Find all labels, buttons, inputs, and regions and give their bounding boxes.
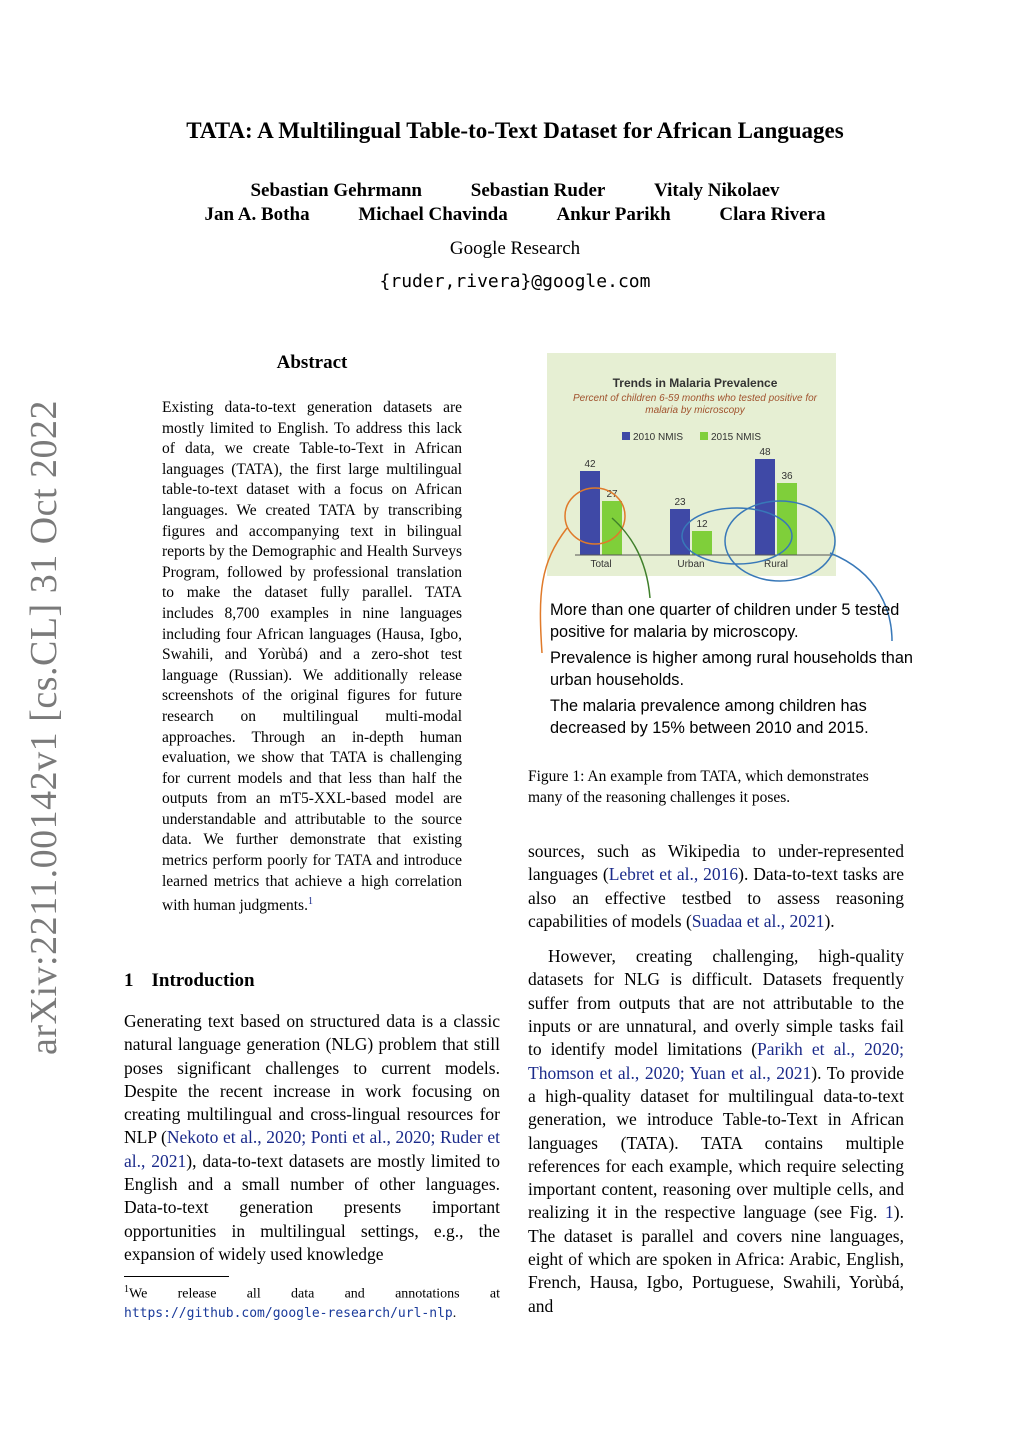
footnote: $^1$We release all data and annotations at https://github.com/google-research/url-nlp. [124, 1284, 500, 1321]
x-tick-label: Total [590, 559, 612, 570]
paper-title: TATA: A Multilingual Table-to-Text Dataset for African Languages [186, 118, 844, 143]
paragraph: However, creating challenging, high-quality datasets for NLG is difficult. Datasets frequently suffer from outputs that are not attributable to the inputs or are unnatural, and overly simple tasks fail to identify model limitations (Parikh et al., 2020; Thomson et al., 2020; Yuan et al., 2021). To provide a high-quality dataset for multilingual data-to-text generation, we introduce Table-to-Text in African languages (TATA). TATA contains multiple references for each example, which require selecting important content, reasoning over multiple cells, and realizing it in the respective language (see Fig. 1). The dataset is parallel and covers nine languages, eight of which are spoken in Africa: Arabic, English, French, Hausa, Igbo, Portuguese, Swahili, Yorùbá, and [528, 946, 905, 1316]
arxiv-identifier: arXiv:2211.00142v1 [cs.CL] 31 Oct 2022 [23, 399, 65, 1055]
legend-swatch-2015 [700, 432, 708, 440]
citation-link[interactable]: Lebret et al., 2016 [608, 864, 739, 885]
claim-text: The malaria prevalence among children has decreased by 15% between 2010 and 2015. [550, 697, 869, 737]
section-heading [124, 970, 255, 992]
chart-title: Trends in Malaria Prevalence [612, 376, 778, 390]
intro-right-column [528, 840, 904, 1330]
citation-link[interactable]: Parikh et al., 2020; Thomson et al., 2020; Yuan et al., 2021 [528, 1039, 905, 1083]
chart-subtitle-box [560, 393, 830, 423]
footnote-marker[interactable]: 1 [307, 896, 313, 908]
abstract-heading: Abstract [276, 352, 348, 373]
legend-label-2015: 2015 NMIS [711, 432, 762, 443]
bar-urban-2015 [692, 531, 712, 555]
bar-value-label: 48 [759, 447, 771, 458]
claim-text: More than one quarter of children under 5 tested positive for malaria by microscopy. [550, 601, 900, 641]
author: Sebastian Ruder [470, 180, 606, 201]
bar-value-label: 42 [584, 459, 596, 470]
authors-row-1 [100, 180, 930, 202]
author-email: {ruder,rivera}@google.com [379, 271, 651, 292]
authors-row-2 [100, 204, 930, 226]
intro-text: Generating text based on structured data is a classic natural language generation (NLG) problem that still poses significant challenges to current models. Despite the recent increase in work focusing on creating multilingual and cross-lingual resources for NLP ( [124, 1011, 500, 1148]
intro-text: ), data-to-text datasets are mostly limited to English and a small number of other languages. Data-to-text generation presents important opportunities in multilingual settings, e.g., the expansion of widely used knowledge [124, 1150, 500, 1264]
repo-link[interactable]: https://github.com/google-research/url-nlp [124, 1305, 453, 1321]
bar-rural-2010 [755, 459, 775, 555]
author: Jan A. Botha [204, 204, 310, 225]
legend-swatch-2010 [622, 432, 630, 440]
footnote-divider [124, 1276, 229, 1277]
section-number: 1 [124, 970, 134, 991]
author: Sebastian Gehrmann [250, 180, 422, 201]
bar-value-label: 27 [606, 489, 618, 500]
chart-subtitle: Percent of children 6-59 months who tested positive for malaria by microscopy [572, 393, 818, 416]
affiliation: Google Research [449, 238, 581, 259]
author: Clara Rivera [719, 204, 826, 225]
x-tick-label: Rural [764, 559, 788, 570]
footnote-number: 1 [124, 1284, 129, 1295]
figure-reference-link[interactable]: 1 [885, 1202, 894, 1223]
intro-left-column [124, 1010, 500, 1266]
citation-link[interactable]: Nekoto et al., 2020; Ponti et al., 2020; Ruder et al., 2021 [124, 1127, 500, 1171]
legend-label-2010: 2010 NMIS [633, 432, 684, 443]
figure-claims [550, 600, 920, 744]
abstract-body [162, 398, 462, 917]
section-title: Introduction [151, 970, 255, 991]
paragraph: sources, such as Wikipedia to under-represented languages (Lebret et al., 2016). Data-to-text tasks are also an effective testbed to assess reasoning capabilities of models (Suadaa et al., 2021). [528, 841, 904, 931]
figure-caption: Figure 1: An example from TATA, which demonstrates many of the reasoning challenges it poses. [528, 768, 869, 806]
x-tick-labels [590, 559, 788, 570]
bar-value-label: 23 [674, 497, 686, 508]
author: Michael Chavinda [358, 204, 508, 225]
author: Vitaly Nikolaev [654, 180, 780, 201]
footnote-text: We release all data and annotations at [129, 1286, 500, 1302]
bar-total-2015 [602, 501, 622, 555]
citation-link[interactable]: Suadaa et al., 2021 [691, 910, 825, 931]
bar-value-label: 36 [781, 471, 793, 482]
author: Ankur Parikh [556, 204, 671, 225]
bar-value-label: 12 [696, 519, 708, 530]
claim-text: Prevalence is higher among rural households than urban households. [550, 649, 913, 689]
abstract-text: Existing data-to-text generation datasets are mostly limited to English. To address this lack of data, we create Table-to-Text in African languages (TATA), the first large multilingual table-to-text dataset with a focus on African languages. We created TATA by transcribing figures and accompanying text in bilingual reports by the Demographic and Health Surveys Program, followed by professional translation to make the dataset fully parallel. TATA includes 8,700 examples in nine languages including four African languages (Hausa, Igbo, Swahili, and Yorùbá) and a zero-shot test language (Russian). We additionally release screenshots of the original figures for future research on multilingual multi-modal approaches. Through an in-depth human evaluation, we show that TATA is challenging for current models and that less than half the outputs from an mT5-XXL-based model are understandable and attributable to the source data. We further demonstrate that existing metrics perform poorly for TATA and introduce learned metrics that achieve a high correlation with human judgments. [162, 399, 462, 915]
x-tick-label: Urban [677, 559, 705, 570]
